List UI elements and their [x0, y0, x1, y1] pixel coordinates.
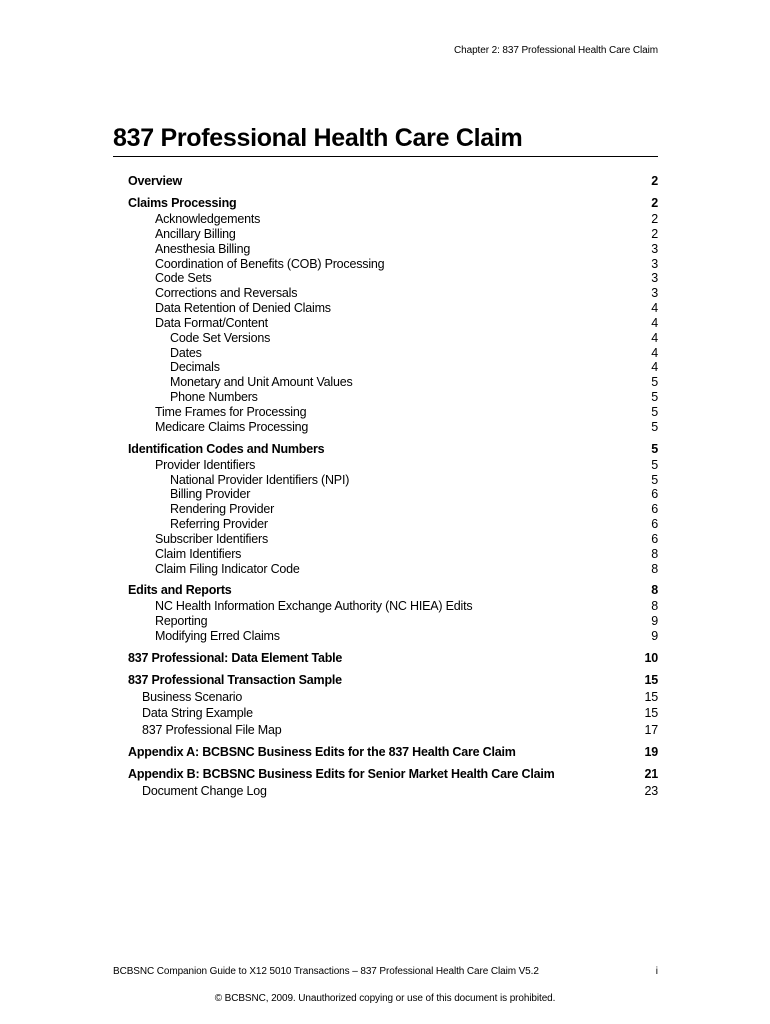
toc-entry-label: 837 Professional: Data Element Table [128, 650, 343, 665]
toc-entry-page: 8 [651, 599, 658, 614]
toc-entry-page: 19 [644, 745, 658, 760]
table-of-contents [128, 173, 658, 800]
toc-entry[interactable] [128, 173, 658, 189]
toc-entry-page: 5 [651, 404, 658, 419]
toc-entry-page: 5 [651, 457, 658, 472]
toc-entry[interactable] [128, 705, 658, 722]
toc-entry[interactable] [128, 390, 658, 405]
toc-entry-label: Acknowledgements [155, 212, 261, 226]
toc-entry[interactable] [128, 227, 658, 242]
toc-entry-label: Appendix B: BCBSNC Business Edits for Senior Market Health Care Claim [128, 767, 555, 782]
toc-entry-label: Appendix A: BCBSNC Business Edits for the 837 Health Care Claim [128, 745, 516, 760]
toc-entry-label: Edits and Reports [128, 583, 232, 598]
toc-entry-page: 4 [651, 301, 658, 316]
toc-entry-label: Document Change Log [142, 784, 267, 799]
toc-entry-label: Billing Provider [170, 487, 251, 502]
toc-entry-page: 5 [651, 390, 658, 405]
toc-entry-label: Overview [128, 174, 182, 188]
copyright-notice: © BCBSNC, 2009. Unauthorized copying or use of this document is prohibited. [214, 993, 556, 1004]
toc-entry-page: 8 [651, 561, 658, 576]
toc-entry[interactable] [128, 582, 658, 598]
toc-entry-page: 15 [644, 689, 658, 704]
toc-entry-page: 4 [651, 360, 658, 375]
page-title: 837 Professional Health Care Claim [113, 124, 523, 152]
toc-entry-label: Data Retention of Denied Claims [155, 301, 331, 316]
toc-entry-label: Subscriber Identifiers [155, 531, 269, 546]
toc-entry[interactable] [128, 473, 658, 488]
toc-entry[interactable] [128, 271, 658, 286]
toc-entry-label: Coordination of Benefits (COB) Processing [155, 256, 385, 271]
toc-entry-page: 4 [651, 315, 658, 330]
toc-entry-page: 5 [651, 419, 658, 434]
toc-entry-label: Business Scenario [142, 689, 243, 704]
toc-entry-page: 21 [644, 767, 658, 782]
toc-entry-page: 15 [644, 672, 658, 687]
toc-entry-label: National Provider Identifiers (NPI) [170, 472, 350, 487]
toc-entry-page: 6 [651, 517, 658, 532]
toc-entry-label: Rendering Provider [170, 502, 275, 517]
toc-entry-label: Ancillary Billing [155, 226, 236, 241]
toc-entry[interactable] [128, 405, 658, 420]
toc-entry[interactable] [128, 487, 658, 502]
toc-entry-label: Referring Provider [170, 517, 268, 532]
toc-entry[interactable] [128, 346, 658, 361]
toc-entry-label: Data Format/Content [155, 315, 268, 330]
toc-entry[interactable] [128, 502, 658, 517]
toc-entry-label: Code Sets [155, 271, 212, 286]
toc-entry[interactable] [128, 532, 658, 547]
toc-entry-page: 4 [651, 330, 658, 345]
toc-entry[interactable] [128, 257, 658, 272]
toc-entry-label: 837 Professional Transaction Sample [128, 672, 342, 687]
toc-entry[interactable] [128, 331, 658, 346]
toc-entry[interactable] [128, 744, 658, 760]
toc-entry-label: Identification Codes and Numbers [128, 441, 325, 456]
toc-entry-label: Claim Identifiers [155, 546, 242, 561]
toc-entry-page: 8 [651, 583, 658, 598]
toc-entry[interactable] [128, 212, 658, 227]
toc-entry-label: Claim Filing Indicator Code [155, 561, 300, 576]
toc-entry-page: 5 [651, 375, 658, 390]
chapter-header: Chapter 2: 837 Professional Health Care Claim [454, 45, 658, 56]
toc-entry[interactable] [128, 689, 658, 706]
toc-entry[interactable] [128, 614, 658, 629]
toc-entry-page: 6 [651, 531, 658, 546]
toc-entry[interactable] [128, 360, 658, 375]
toc-entry-label: 837 Professional File Map [142, 722, 282, 737]
footer-page-number: i [655, 966, 658, 977]
toc-entry[interactable] [128, 420, 658, 435]
toc-entry[interactable] [128, 286, 658, 301]
toc-entry[interactable] [128, 629, 658, 644]
toc-entry-label: Anesthesia Billing [155, 241, 251, 256]
toc-entry-page: 23 [644, 784, 658, 799]
toc-entry-label: Data String Example [142, 706, 253, 721]
toc-entry-page: 17 [644, 722, 658, 737]
toc-entry-page: 3 [651, 241, 658, 256]
toc-entry-page: 3 [651, 256, 658, 271]
toc-entry-page: 5 [651, 472, 658, 487]
toc-entry[interactable] [128, 242, 658, 257]
toc-entry[interactable] [128, 672, 658, 688]
toc-entry-page: 9 [651, 614, 658, 629]
toc-entry-label: Provider Identifiers [155, 457, 256, 472]
toc-entry[interactable] [128, 441, 658, 457]
toc-entry-label: Decimals [170, 360, 220, 375]
toc-entry-page: 15 [644, 706, 658, 721]
toc-entry-label: Corrections and Reversals [155, 286, 298, 301]
toc-entry[interactable] [128, 722, 658, 739]
toc-entry-label: Monetary and Unit Amount Values [170, 375, 353, 390]
toc-entry[interactable] [128, 562, 658, 577]
toc-entry[interactable] [128, 599, 658, 614]
toc-entry-label: Reporting [155, 614, 208, 629]
toc-entry-page: 4 [651, 345, 658, 360]
toc-entry-page: 3 [651, 286, 658, 301]
toc-entry-page: 8 [651, 546, 658, 561]
toc-entry-page: 2 [651, 174, 658, 188]
title-rule [113, 156, 658, 157]
toc-entry-page: 2 [651, 226, 658, 241]
toc-entry-label: Phone Numbers [170, 390, 258, 405]
toc-entry[interactable] [128, 375, 658, 390]
toc-entry[interactable] [128, 766, 658, 782]
toc-entry-label: NC Health Information Exchange Authority (NC HIEA) Edits [155, 599, 473, 614]
toc-entry-page: 3 [651, 271, 658, 286]
toc-entry-page: 2 [651, 196, 658, 210]
toc-entry-label: Time Frames for Processing [155, 404, 307, 419]
toc-entry-label: Medicare Claims Processing [155, 419, 309, 434]
toc-entry-label: Claims Processing [128, 196, 237, 210]
toc-entry-page: 6 [651, 502, 658, 517]
toc-entry-page: 6 [651, 487, 658, 502]
toc-entry[interactable] [128, 316, 658, 331]
toc-entry[interactable] [128, 783, 658, 800]
toc-entry[interactable] [128, 517, 658, 532]
toc-entry-page: 5 [651, 441, 658, 456]
toc-entry-label: Dates [170, 345, 202, 360]
toc-entry[interactable] [128, 547, 658, 562]
toc-entry-label: Code Set Versions [170, 330, 271, 345]
toc-entry[interactable] [128, 301, 658, 316]
toc-entry[interactable] [128, 650, 658, 666]
footer-document-title: BCBSNC Companion Guide to X12 5010 Transactions – 837 Professional Health Care Claim V5.2 [113, 966, 539, 977]
toc-entry-page: 2 [651, 212, 658, 226]
toc-entry-page: 9 [651, 629, 658, 644]
toc-entry-label: Modifying Erred Claims [155, 629, 280, 644]
toc-entry[interactable] [128, 195, 658, 211]
toc-entry-page: 10 [644, 650, 658, 665]
toc-entry[interactable] [128, 458, 658, 473]
